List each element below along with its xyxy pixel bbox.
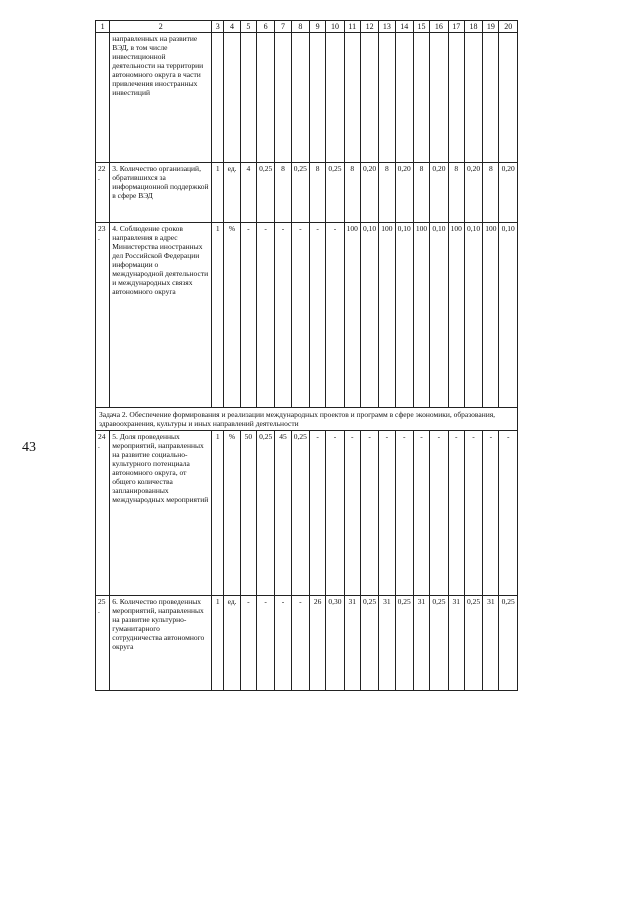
value-cell: 1 bbox=[212, 223, 224, 408]
value-cell: 0,30 bbox=[326, 596, 344, 691]
indicator-name-cell: направленных на развитие ВЭД, в том числе инвестиционной деятельности на территории автономного округа в части привлечения иностранных инвестиций bbox=[110, 33, 212, 163]
table-row bbox=[96, 33, 518, 163]
value-cell: 0,10 bbox=[395, 223, 413, 408]
table-row bbox=[96, 431, 518, 596]
value-cell: 100 bbox=[448, 223, 464, 408]
column-number-cell: 19 bbox=[483, 21, 499, 33]
value-cell: - bbox=[395, 431, 413, 596]
value-cell: - bbox=[430, 431, 448, 596]
page-number: 43 bbox=[22, 440, 36, 455]
value-cell bbox=[360, 33, 378, 163]
row-number-cell: 25. bbox=[96, 596, 110, 691]
value-cell: 0,25 bbox=[257, 431, 275, 596]
value-cell bbox=[499, 33, 518, 163]
table-row bbox=[96, 223, 518, 408]
value-cell bbox=[395, 33, 413, 163]
column-number-cell: 13 bbox=[379, 21, 395, 33]
value-cell: 0,20 bbox=[395, 163, 413, 223]
indicators-table bbox=[95, 20, 518, 691]
row-number-cell: 24. bbox=[96, 431, 110, 596]
value-cell: - bbox=[344, 431, 360, 596]
task-row bbox=[96, 408, 518, 431]
value-cell bbox=[464, 33, 482, 163]
value-cell: - bbox=[240, 223, 256, 408]
row-number-cell bbox=[96, 33, 110, 163]
value-cell bbox=[309, 33, 325, 163]
value-cell: 50 bbox=[240, 431, 256, 596]
value-cell: 0,25 bbox=[291, 163, 309, 223]
column-number-cell: 18 bbox=[464, 21, 482, 33]
column-number-cell: 11 bbox=[344, 21, 360, 33]
value-cell: 26 bbox=[309, 596, 325, 691]
value-cell: - bbox=[275, 596, 291, 691]
value-cell: ед. bbox=[224, 163, 240, 223]
value-cell bbox=[344, 33, 360, 163]
value-cell: 0,25 bbox=[326, 163, 344, 223]
value-cell: 31 bbox=[448, 596, 464, 691]
value-cell bbox=[240, 33, 256, 163]
value-cell: 0,25 bbox=[430, 596, 448, 691]
value-cell: 45 bbox=[275, 431, 291, 596]
value-cell: 4 bbox=[240, 163, 256, 223]
indicator-name-cell: 5. Доля проведенных мероприятий, направленных на развитие социально-культурного потенциала автономного округа, от общего количества запланированных международных мероприятий bbox=[110, 431, 212, 596]
indicator-name-cell: 4. Соблюдение сроков направления в адрес Министерства иностранных дел Российской Федерации информации о международной деятельности и международных связях автономного округа bbox=[110, 223, 212, 408]
column-number-cell: 14 bbox=[395, 21, 413, 33]
table-row bbox=[96, 163, 518, 223]
value-cell: 8 bbox=[483, 163, 499, 223]
value-cell: 8 bbox=[413, 163, 429, 223]
value-cell: - bbox=[448, 431, 464, 596]
value-cell: 8 bbox=[344, 163, 360, 223]
value-cell: - bbox=[483, 431, 499, 596]
value-cell: 8 bbox=[309, 163, 325, 223]
value-cell: 31 bbox=[344, 596, 360, 691]
value-cell: 0,25 bbox=[257, 163, 275, 223]
column-number-cell: 20 bbox=[499, 21, 518, 33]
value-cell bbox=[275, 33, 291, 163]
value-cell: 8 bbox=[275, 163, 291, 223]
value-cell: - bbox=[360, 431, 378, 596]
table-row bbox=[96, 596, 518, 691]
value-cell: 31 bbox=[413, 596, 429, 691]
value-cell: 0,20 bbox=[360, 163, 378, 223]
column-number-cell: 7 bbox=[275, 21, 291, 33]
column-number-cell: 1 bbox=[96, 21, 110, 33]
value-cell: 0,20 bbox=[430, 163, 448, 223]
value-cell: 8 bbox=[379, 163, 395, 223]
value-cell: - bbox=[464, 431, 482, 596]
value-cell: - bbox=[309, 431, 325, 596]
value-cell: - bbox=[275, 223, 291, 408]
value-cell bbox=[413, 33, 429, 163]
value-cell: - bbox=[309, 223, 325, 408]
column-number-cell: 4 bbox=[224, 21, 240, 33]
value-cell: - bbox=[257, 596, 275, 691]
value-cell: 0,25 bbox=[291, 431, 309, 596]
value-cell: - bbox=[499, 431, 518, 596]
column-number-cell: 17 bbox=[448, 21, 464, 33]
value-cell: - bbox=[326, 223, 344, 408]
value-cell: 8 bbox=[448, 163, 464, 223]
value-cell: - bbox=[291, 223, 309, 408]
value-cell: 0,25 bbox=[499, 596, 518, 691]
value-cell bbox=[224, 33, 240, 163]
value-cell: 0,10 bbox=[430, 223, 448, 408]
value-cell: % bbox=[224, 431, 240, 596]
value-cell: 0,10 bbox=[499, 223, 518, 408]
column-number-cell: 3 bbox=[212, 21, 224, 33]
value-cell bbox=[212, 33, 224, 163]
value-cell: - bbox=[240, 596, 256, 691]
value-cell: 0,10 bbox=[360, 223, 378, 408]
value-cell: - bbox=[326, 431, 344, 596]
column-number-cell: 8 bbox=[291, 21, 309, 33]
value-cell: ед. bbox=[224, 596, 240, 691]
value-cell: - bbox=[379, 431, 395, 596]
value-cell: 0,20 bbox=[499, 163, 518, 223]
value-cell: 1 bbox=[212, 431, 224, 596]
value-cell: - bbox=[413, 431, 429, 596]
column-number-cell: 5 bbox=[240, 21, 256, 33]
value-cell: - bbox=[257, 223, 275, 408]
column-number-cell: 12 bbox=[360, 21, 378, 33]
row-number-cell: 23. bbox=[96, 223, 110, 408]
value-cell bbox=[448, 33, 464, 163]
column-number-cell: 6 bbox=[257, 21, 275, 33]
document-table-wrapper bbox=[95, 20, 518, 885]
value-cell: 100 bbox=[344, 223, 360, 408]
value-cell: % bbox=[224, 223, 240, 408]
row-number-cell: 22. bbox=[96, 163, 110, 223]
value-cell bbox=[483, 33, 499, 163]
value-cell: 31 bbox=[483, 596, 499, 691]
value-cell: 0,25 bbox=[464, 596, 482, 691]
value-cell: 0,20 bbox=[464, 163, 482, 223]
value-cell: 0,25 bbox=[360, 596, 378, 691]
value-cell: 0,25 bbox=[395, 596, 413, 691]
value-cell: 1 bbox=[212, 163, 224, 223]
value-cell bbox=[326, 33, 344, 163]
column-number-cell: 2 bbox=[110, 21, 212, 33]
value-cell bbox=[430, 33, 448, 163]
value-cell: 100 bbox=[379, 223, 395, 408]
value-cell: 100 bbox=[483, 223, 499, 408]
value-cell: 31 bbox=[379, 596, 395, 691]
value-cell: 1 bbox=[212, 596, 224, 691]
value-cell: 0,10 bbox=[464, 223, 482, 408]
value-cell bbox=[257, 33, 275, 163]
column-number-row bbox=[96, 21, 518, 33]
task-heading-cell: Задача 2. Обеспечение формирования и реализации международных проектов и программ в сфере экономики, образования, здравоохранения, культуры и иных направлений деятельности bbox=[96, 408, 518, 431]
column-number-cell: 10 bbox=[326, 21, 344, 33]
value-cell bbox=[379, 33, 395, 163]
indicator-name-cell: 6. Количество проведенных мероприятий, направленных на развитие культурно-гуманитарного сотрудничества автономного округа bbox=[110, 596, 212, 691]
column-number-cell: 9 bbox=[309, 21, 325, 33]
indicator-name-cell: 3. Количество организаций, обратившихся за информационной поддержкой в сфере ВЭД bbox=[110, 163, 212, 223]
value-cell bbox=[291, 33, 309, 163]
value-cell: 100 bbox=[413, 223, 429, 408]
column-number-cell: 16 bbox=[430, 21, 448, 33]
column-number-cell: 15 bbox=[413, 21, 429, 33]
value-cell: - bbox=[291, 596, 309, 691]
